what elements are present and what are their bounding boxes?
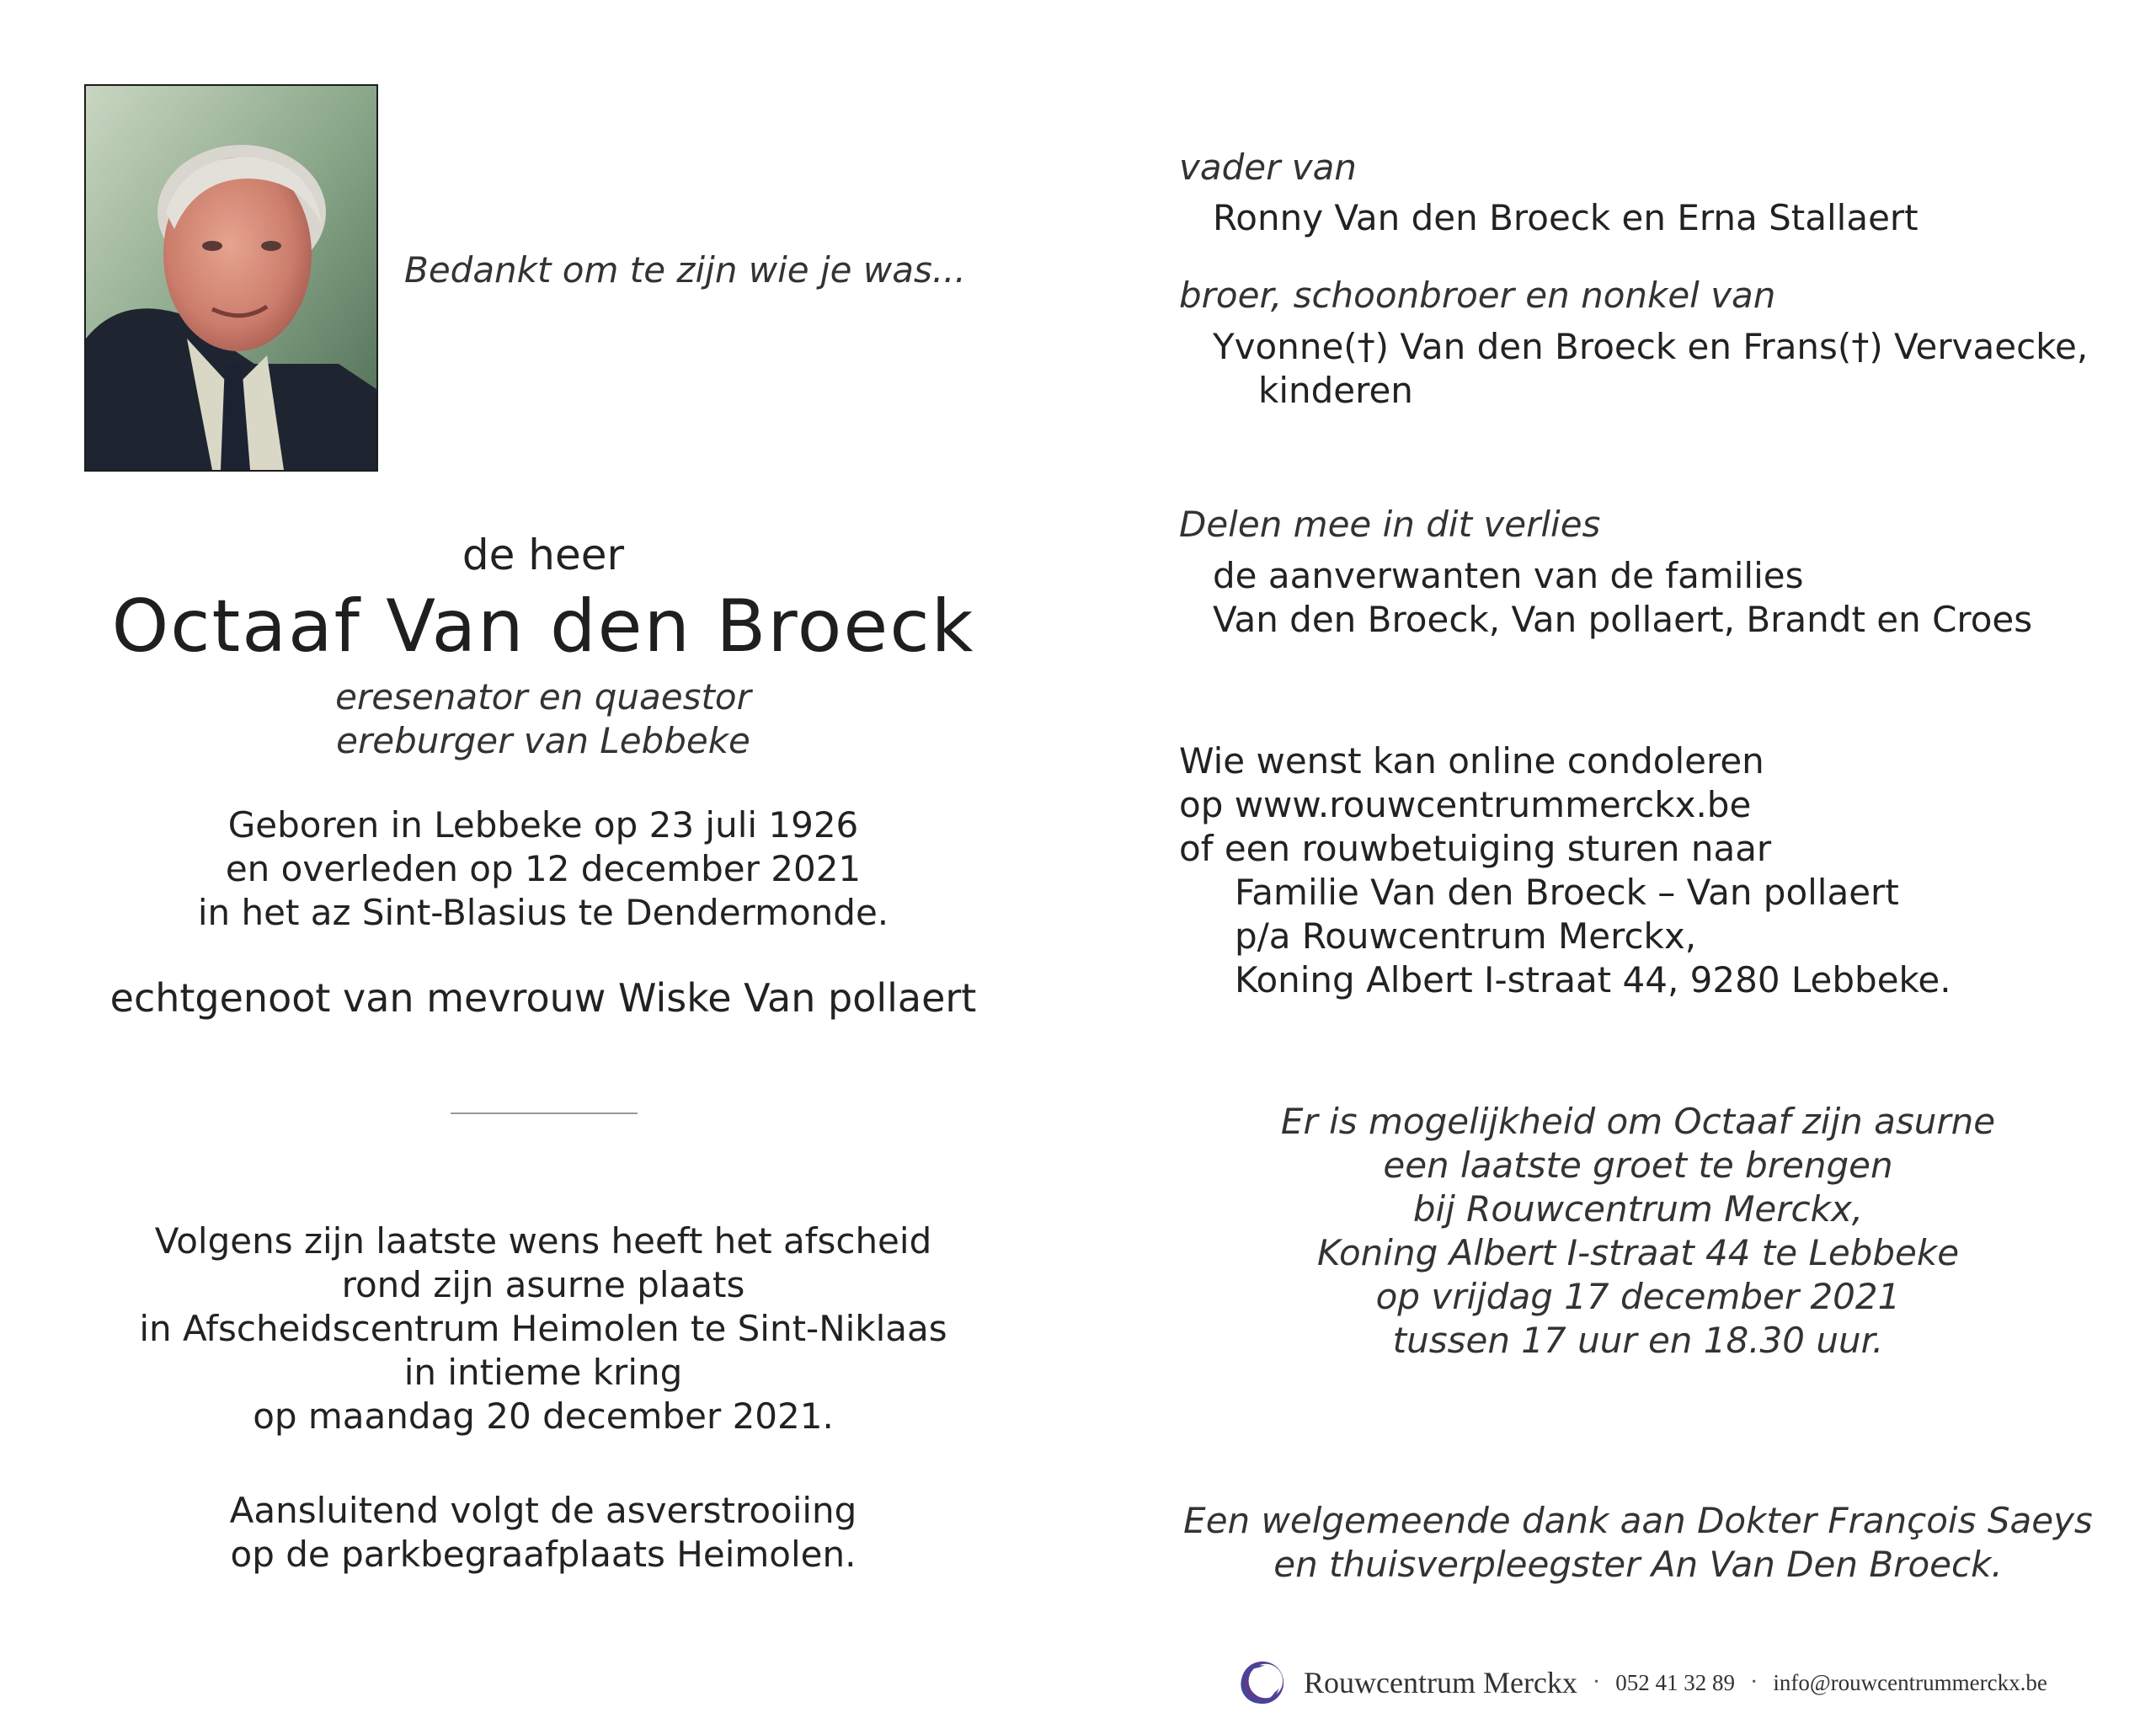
footer (1238, 1657, 2047, 1708)
farewell-line: Volgens zijn laatste wens heeft het afscheid (154, 1220, 932, 1262)
deceased-name: Octaaf Van den Broeck (111, 584, 975, 669)
spouse-info: echtgenoot van mevrouw Wiske Van pollaert (109, 975, 977, 1021)
thanks-message (1179, 1499, 2097, 1587)
separator: · (1750, 1669, 1758, 1695)
death-place-line: in het az Sint-Blasius te Dendermonde. (197, 892, 889, 933)
address-line: p/a Rouwcentrum Merckx, (1235, 915, 1697, 957)
farewell-line: in Afscheidscentrum Heimolen te Sint-Niklaas (139, 1308, 947, 1349)
farewell-line: op maandag 20 december 2021. (253, 1395, 834, 1437)
brand-name: Rouwcentrum Merckx (1304, 1666, 1577, 1699)
scattering-line: op de parkbegraafplaats Heimolen. (230, 1534, 857, 1575)
farewell-line: rond zijn asurne plaats (341, 1264, 745, 1305)
portrait-photo (84, 84, 378, 472)
share-loss-families (1213, 554, 2032, 642)
portrait-illustration (86, 86, 376, 470)
scattering-line: Aansluitend volgt de asverstrooiing (229, 1490, 857, 1531)
children-names: Ronny Van den Broeck en Erna Stallaert (1213, 197, 1919, 238)
visitation-line: op vrijdag 17 december 2021 (1375, 1276, 1901, 1317)
address-line: Koning Albert I-straat 44, 9280 Lebbeke. (1235, 959, 1951, 1000)
visitation-line: bij Rouwcentrum Merckx, (1412, 1188, 1864, 1230)
scattering-info (51, 1489, 1036, 1577)
visitation-info (1179, 1100, 2097, 1363)
farewell-line: in intieme kring (403, 1352, 683, 1393)
crescent-logo-icon (1238, 1658, 1287, 1707)
honorific: de heer (462, 531, 625, 579)
condolence-info (1179, 739, 1951, 1002)
share-loss-heading: Delen mee in dit verlies (1179, 504, 1601, 545)
phone-number: 052 41 32 89 (1615, 1669, 1735, 1695)
sibling-line: Yvonne(†) Van den Broeck en Frans(†) Vervaecke, (1213, 326, 2089, 367)
visitation-line: Koning Albert I-straat 44 te Lebbeke (1316, 1232, 1960, 1273)
condolence-line: of een rouwbetuiging sturen naar (1179, 828, 1772, 869)
birth-death-info (51, 803, 1036, 935)
thanks-line: en thuisverpleegster An Van Den Broeck. (1273, 1544, 2003, 1585)
visitation-line: een laatste groet te brengen (1383, 1144, 1893, 1186)
birth-line: Geboren in Lebbeke op 23 juli 1926 (227, 804, 859, 846)
share-loss-line: Van den Broeck, Van pollaert, Brandt en Croes (1213, 599, 2033, 640)
condolence-line: Wie wenst kan online condoleren (1179, 740, 1764, 782)
divider (451, 1112, 638, 1114)
separator: · (1592, 1669, 1601, 1695)
motto: Bedankt om te zijn wie je was... (404, 249, 966, 291)
condolence-website-line: op www.rouwcentrummerckx.be (1179, 784, 1752, 825)
sibling-names (1213, 325, 2088, 413)
share-loss-line: de aanverwanten van de families (1213, 555, 1804, 596)
address-line: Familie Van den Broeck – Van pollaert (1235, 872, 1899, 913)
father-heading: vader van (1179, 147, 1357, 188)
death-line: en overleden op 12 december 2021 (225, 848, 862, 889)
farewell-info (51, 1219, 1036, 1438)
honorary-titles (51, 675, 1036, 763)
honorary-title-line: ereburger van Lebbeke (336, 720, 750, 761)
thanks-line: Een welgemeende dank aan Dokter François Saeys (1183, 1500, 2093, 1541)
sibling-line: kinderen (1258, 370, 1413, 411)
honorary-title-line: eresenator en quaestor (335, 676, 751, 718)
sibling-heading: broer, schoonbroer en nonkel van (1179, 275, 1776, 316)
visitation-line: tussen 17 uur en 18.30 uur. (1392, 1320, 1884, 1361)
email-address: info@rouwcentrummerckx.be (1773, 1669, 2047, 1695)
visitation-line: Er is mogelijkheid om Octaaf zijn asurne (1280, 1101, 1996, 1142)
